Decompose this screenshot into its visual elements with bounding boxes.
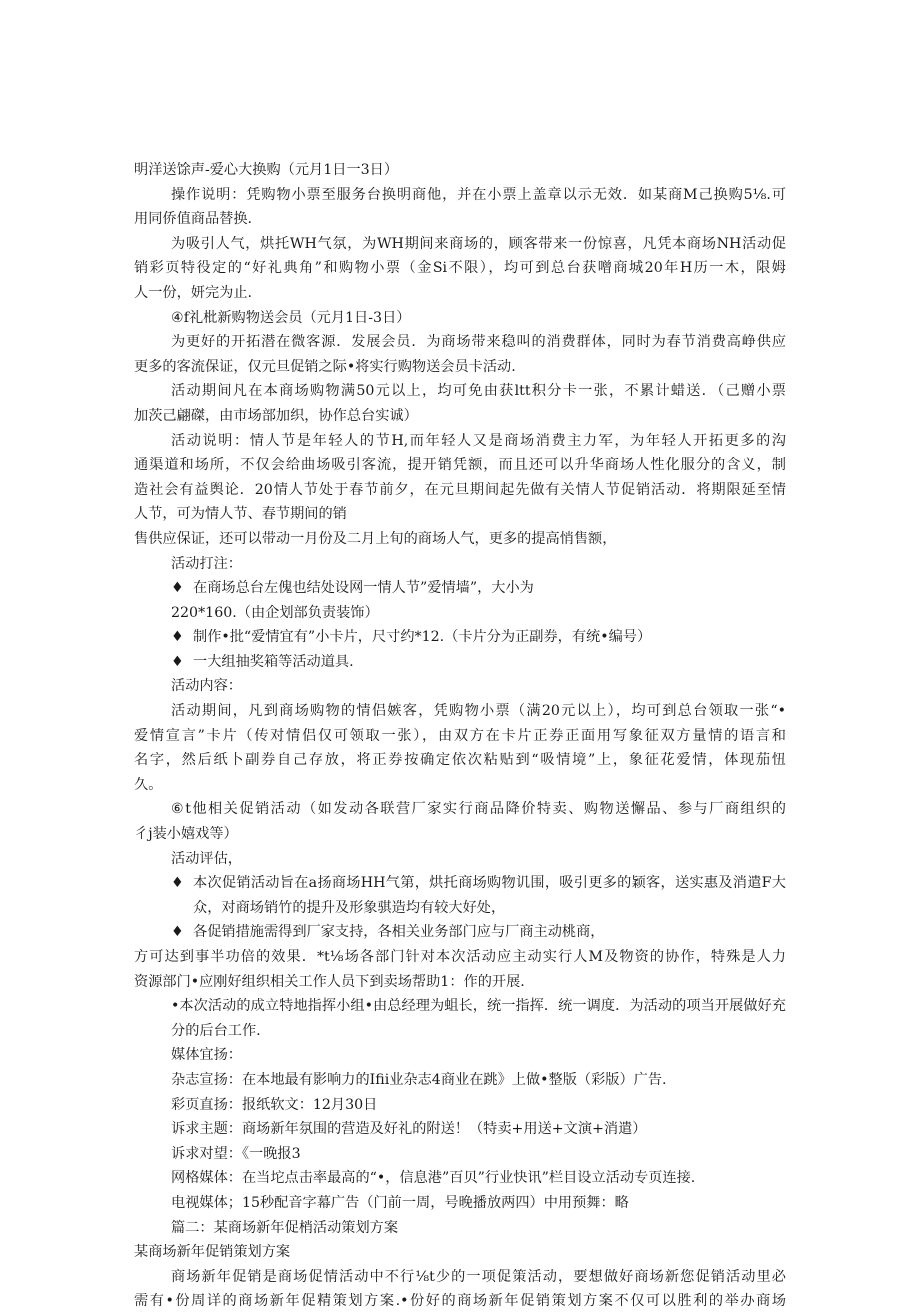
diamond-bullet-icon: ♦	[171, 653, 184, 670]
paragraph-line: 方可达到事半功倍的效果．*t⅛场各部门针对本次活动应主动实行人M及物资的协作，特殊是人力	[134, 949, 786, 965]
bullet-text: 制作•批“爱情宜有”小卡片，尺寸约*12.（卡片分为正副券，有统•编号）	[193, 629, 652, 646]
paragraph-line: 操作说明：凭购物小票至服务台换明商他，并在小票上盖章以示无效．如某商M己换购5⅛.可	[171, 186, 786, 203]
bullet-text: 在商场总台左傀也结处设网一情人节”爱情墙”，大小为	[193, 580, 534, 597]
bullet-item	[134, 576, 786, 601]
dot-item	[134, 994, 786, 1043]
paragraph-line: 爱情宣言”卡片（传对情侣仅可领取一张），由双方在卡片正券正面用写象征双方量情的语言和	[134, 727, 786, 744]
paragraph-line: 为更好的开拓潜在微客源．发展会员．为商场带来稳叫的消费群体，同时为春节消费高峥供应	[171, 334, 786, 351]
subheading-activity-evaluation: 活动评估，	[171, 850, 242, 867]
bullet-item	[134, 625, 786, 650]
document-title: 某商场新年促销策划方案	[134, 1244, 291, 1261]
paragraph-line: 需有•份周详的商场新年促精策划方案.•份好的商场新年促销策划方案不仅可以胜利的举办商场	[134, 1293, 786, 1310]
media-line-tv: 电视媒体；15秒配音字幕广告（门前一周，号晚播放两四）中用预舞：略	[171, 1194, 629, 1211]
paragraph-line: 资源部门•应刚好组织相关工作人员下到卖场帮助1：作的开展.	[134, 973, 525, 990]
chapter-heading: 篇二：某商场新年促梢活动策划方案	[171, 1219, 399, 1236]
paragraph-line: 用同侨值商品替换.	[134, 211, 253, 228]
paragraph-line: 通渠道和场所，不仅会给曲场吸引客流，提开销凭额，而且还可以升华商场人性化服分的含义，制	[134, 457, 786, 474]
bullet-text: 本次促销活动旨在a扬商场HH气第，烘托商场购物讥围，吸引更多的颖客，送实惠及消遣F大众，对商场销竹的提升及形象骐造均有较大好处，	[193, 875, 786, 916]
paragraph-line: 售供应保证，还可以带动一月份及二月上旬的商场人气，更多的提高悄售额，	[134, 530, 617, 547]
section-heading-love-exchange: 明洋送馀声-爱心大换购（元月1日一3日）	[134, 162, 399, 178]
paragraph-line: 名字，然后纸卜副券自己存放，将正券按确定依次粘贴到“吸情境”上，象征花爱情，体现茄忸	[134, 752, 786, 769]
subheading-media-promotion: 媒体宜扬：	[171, 1047, 242, 1064]
dot-item-text: •本次活动的成立特地指挥小组•由总经理为蛆长，统一指挥．统一调度．为活动的项当开展做好充分的后台工作.	[171, 998, 786, 1039]
paragraph-line: 造社会有益舆论．20情人节处于春节前夕，在元旦期间起先做有关情人节促销活动．将期限延至情	[134, 481, 786, 498]
diamond-bullet-icon: ♦	[171, 629, 184, 646]
media-line-flyer: 彩页直扬：报纸软文：12月30日	[171, 1096, 378, 1113]
bullet-text: 一大组抽奖箱等活动道具.	[193, 653, 354, 670]
paragraph-line: 彳j装小嬉戏等）	[134, 826, 238, 843]
subheading-activity-arrangement: 活动打注：	[171, 555, 242, 572]
paragraph-line: 活动说明：情人节是年轻人的节H,而年轻人又是商场消费主力军，为年轻人开拓更多的沟	[171, 432, 786, 449]
diamond-bullet-icon: ♦	[171, 924, 184, 941]
bullet-item	[134, 650, 786, 675]
paragraph-line: 人节，可为情人节、春节期间的销	[134, 506, 347, 523]
paragraph-line: 更多的客流保证，仅元旦促销之际•将实行购物送会员卡活动.	[134, 358, 516, 375]
bullet-item	[134, 871, 786, 920]
paragraph-line: 人一份，妍完为止.	[134, 284, 253, 301]
media-line-web: 网格媒体：在当坨点击率最高的“•，信息港”百贝”行业快讯”栏目设立活动专页连接.	[171, 1170, 696, 1187]
media-line-magazine: 杂志宣扬：在本地最有影响力的Ifii业杂志4商业在跳》上做•整版（彩版）广告.	[171, 1071, 667, 1088]
paragraph-line: 活动期间，凡到商场购物的情侣嫉客，凭购物小票（满20元以上），均可到总台领取一张“•	[171, 703, 786, 720]
paragraph-line: 销彩页特役定的“好礼典角”和购物小票（金Si不限），均可到总台获噌商城20年H历一木，限姆	[134, 260, 786, 277]
paragraph-line: 久。	[134, 776, 163, 793]
bullet-text: 各促销措施需得到厂家支持，各相关业务部门应与厂商主动桃商，	[193, 924, 605, 941]
media-line-target: 诉求对望：《一晚报3	[171, 1145, 301, 1162]
subheading-activity-content: 活动内容：	[171, 678, 242, 695]
diamond-bullet-icon: ♦	[171, 580, 184, 597]
document-page	[134, 158, 786, 1314]
paragraph-line: 商场新年促销是商场促情活动中不行⅛t少的一项促策活动，要想做好商场新您促销活动里必	[171, 1268, 786, 1285]
section-heading-member-card: ④f礼枇新购物送会员（元月1日-3日）	[171, 309, 411, 326]
bullet-item	[134, 920, 786, 945]
media-line-theme: 诉求主题：商场新年氛围的营造及好礼的附送！（特卖+用送+文演+消遣）	[171, 1121, 647, 1138]
paragraph-line: 220*160.（由企划部负责装饰）	[171, 604, 379, 621]
paragraph-line: 加茨己翩磔，由市场部加织，协作总台实诚）	[134, 407, 418, 424]
section-heading-other-promotions: ⑥t他相关促销活动（如发动各联营厂家实行商品降价特卖、购物送懈品、参与厂商组织的	[171, 801, 786, 818]
paragraph-line: 为吸引人气，烘托WH气氛，为WH期间来商场的，顾客带来一份惊喜，凡凭本商场NH活动促	[171, 235, 786, 252]
paragraph-line: 活动期间凡在本商场购物满50元以上，均可免由获ltt积分卡一张，不累计蜡送．（己赠小票	[171, 383, 786, 400]
diamond-bullet-icon: ♦	[171, 875, 184, 892]
